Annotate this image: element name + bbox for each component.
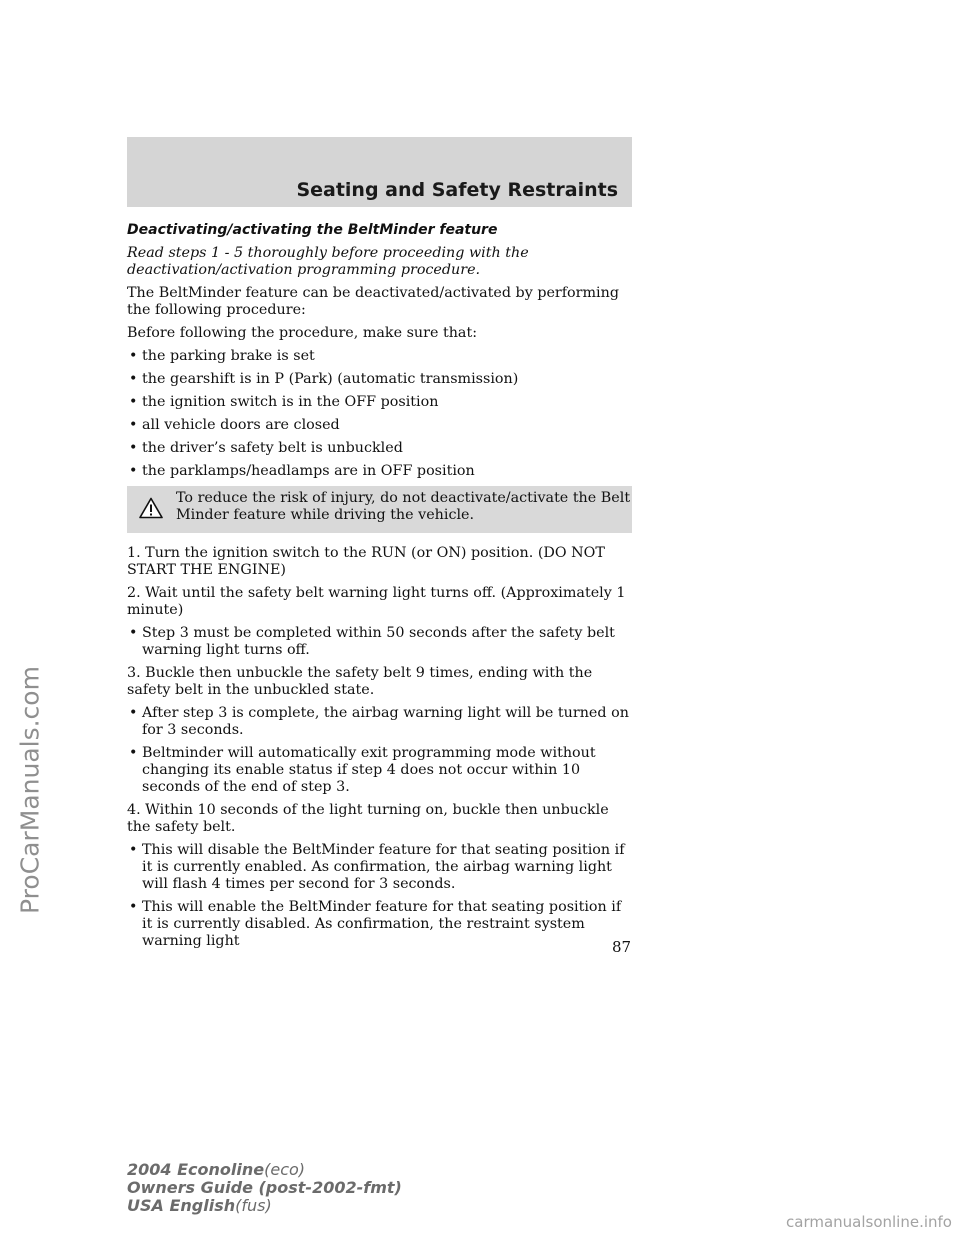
site-watermark: carmanualsonline.info: [786, 1213, 952, 1231]
list-item: • the parklamps/headlamps are in OFF position: [129, 463, 475, 479]
warning-box: [127, 486, 632, 533]
bullet-icon: •: [129, 348, 138, 364]
step-2: 2. Wait until the safety belt warning light turns off. (Approximately 1 minute): [127, 585, 626, 618]
list-item: • This will enable the BeltMinder feature for that seating position if it is currently disabled. As confirmation, the restraint system warning light: [129, 899, 622, 949]
bullet-icon: •: [129, 463, 138, 479]
page-header-title: Seating and Safety Restraints: [296, 179, 618, 201]
paragraph-procedure: The BeltMinder feature can be deactivated/activated by performing the following procedure:: [127, 285, 619, 318]
list-item: • the ignition switch is in the OFF position: [129, 394, 439, 410]
header-band: [127, 137, 632, 207]
watermark: [0, 0, 60, 1242]
bullet-icon: •: [129, 394, 138, 410]
list-item: • After step 3 is complete, the airbag warning light will be turned on for 3 seconds.: [129, 705, 629, 738]
watermark-text: ProCarManuals.com: [15, 666, 45, 914]
bullet-icon: •: [129, 371, 138, 387]
bullet-icon: •: [129, 625, 138, 641]
list-item: • Step 3 must be completed within 50 seconds after the safety belt warning light turns off.: [129, 625, 615, 658]
document-footer: [127, 1161, 402, 1215]
list-item: • This will disable the BeltMinder feature for that seating position if it is currently enabled. As confirmation, the airbag warning light will flash 4 times per second for 3 seconds.: [129, 842, 625, 892]
bullet-icon: •: [129, 440, 138, 456]
bullet-icon: •: [129, 899, 138, 915]
bullet-icon: •: [129, 417, 138, 433]
list-item: • Beltminder will automatically exit programming mode without changing its enable status if step 4 does not occur within 10 seconds of the end of step 3.: [129, 745, 596, 795]
page-number: 87: [612, 938, 632, 956]
page-content: [127, 222, 632, 956]
step-4: 4. Within 10 seconds of the light turning on, buckle then unbuckle the safety belt.: [127, 802, 609, 835]
warning-text: To reduce the risk of injury, do not deactivate/activate the Belt Minder feature while driving the vehicle.: [176, 490, 631, 523]
step-3: 3. Buckle then unbuckle the safety belt 9 times, ending with the safety belt in the unbuckled state.: [127, 665, 593, 698]
list-item: • all vehicle doors are closed: [129, 417, 340, 433]
paragraph-before: Before following the procedure, make sure that:: [127, 325, 478, 341]
bullet-icon: •: [129, 705, 138, 721]
bullet-icon: •: [129, 842, 138, 858]
intro-paragraph: Read steps 1 - 5 thoroughly before proceeding with the deactivation/activation programming procedure.: [127, 245, 529, 278]
list-item: • the gearshift is in P (Park) (automatic transmission): [129, 371, 519, 387]
footer-line-3: USA English(fus): [127, 1196, 272, 1215]
section-title: Deactivating/activating the BeltMinder feature: [127, 222, 498, 238]
warning-triangle-icon: [139, 497, 163, 519]
footer-line-2: Owners Guide (post-2002-fmt): [127, 1178, 402, 1197]
step-1: 1. Turn the ignition switch to the RUN (or ON) position. (DO NOT START THE ENGINE): [127, 545, 605, 578]
footer-line-1: 2004 Econoline(eco): [127, 1160, 306, 1179]
list-item: • the parking brake is set: [129, 348, 315, 364]
checklist: [127, 348, 632, 480]
bullet-icon: •: [129, 745, 138, 761]
list-item: • the driver’s safety belt is unbuckled: [129, 440, 403, 456]
